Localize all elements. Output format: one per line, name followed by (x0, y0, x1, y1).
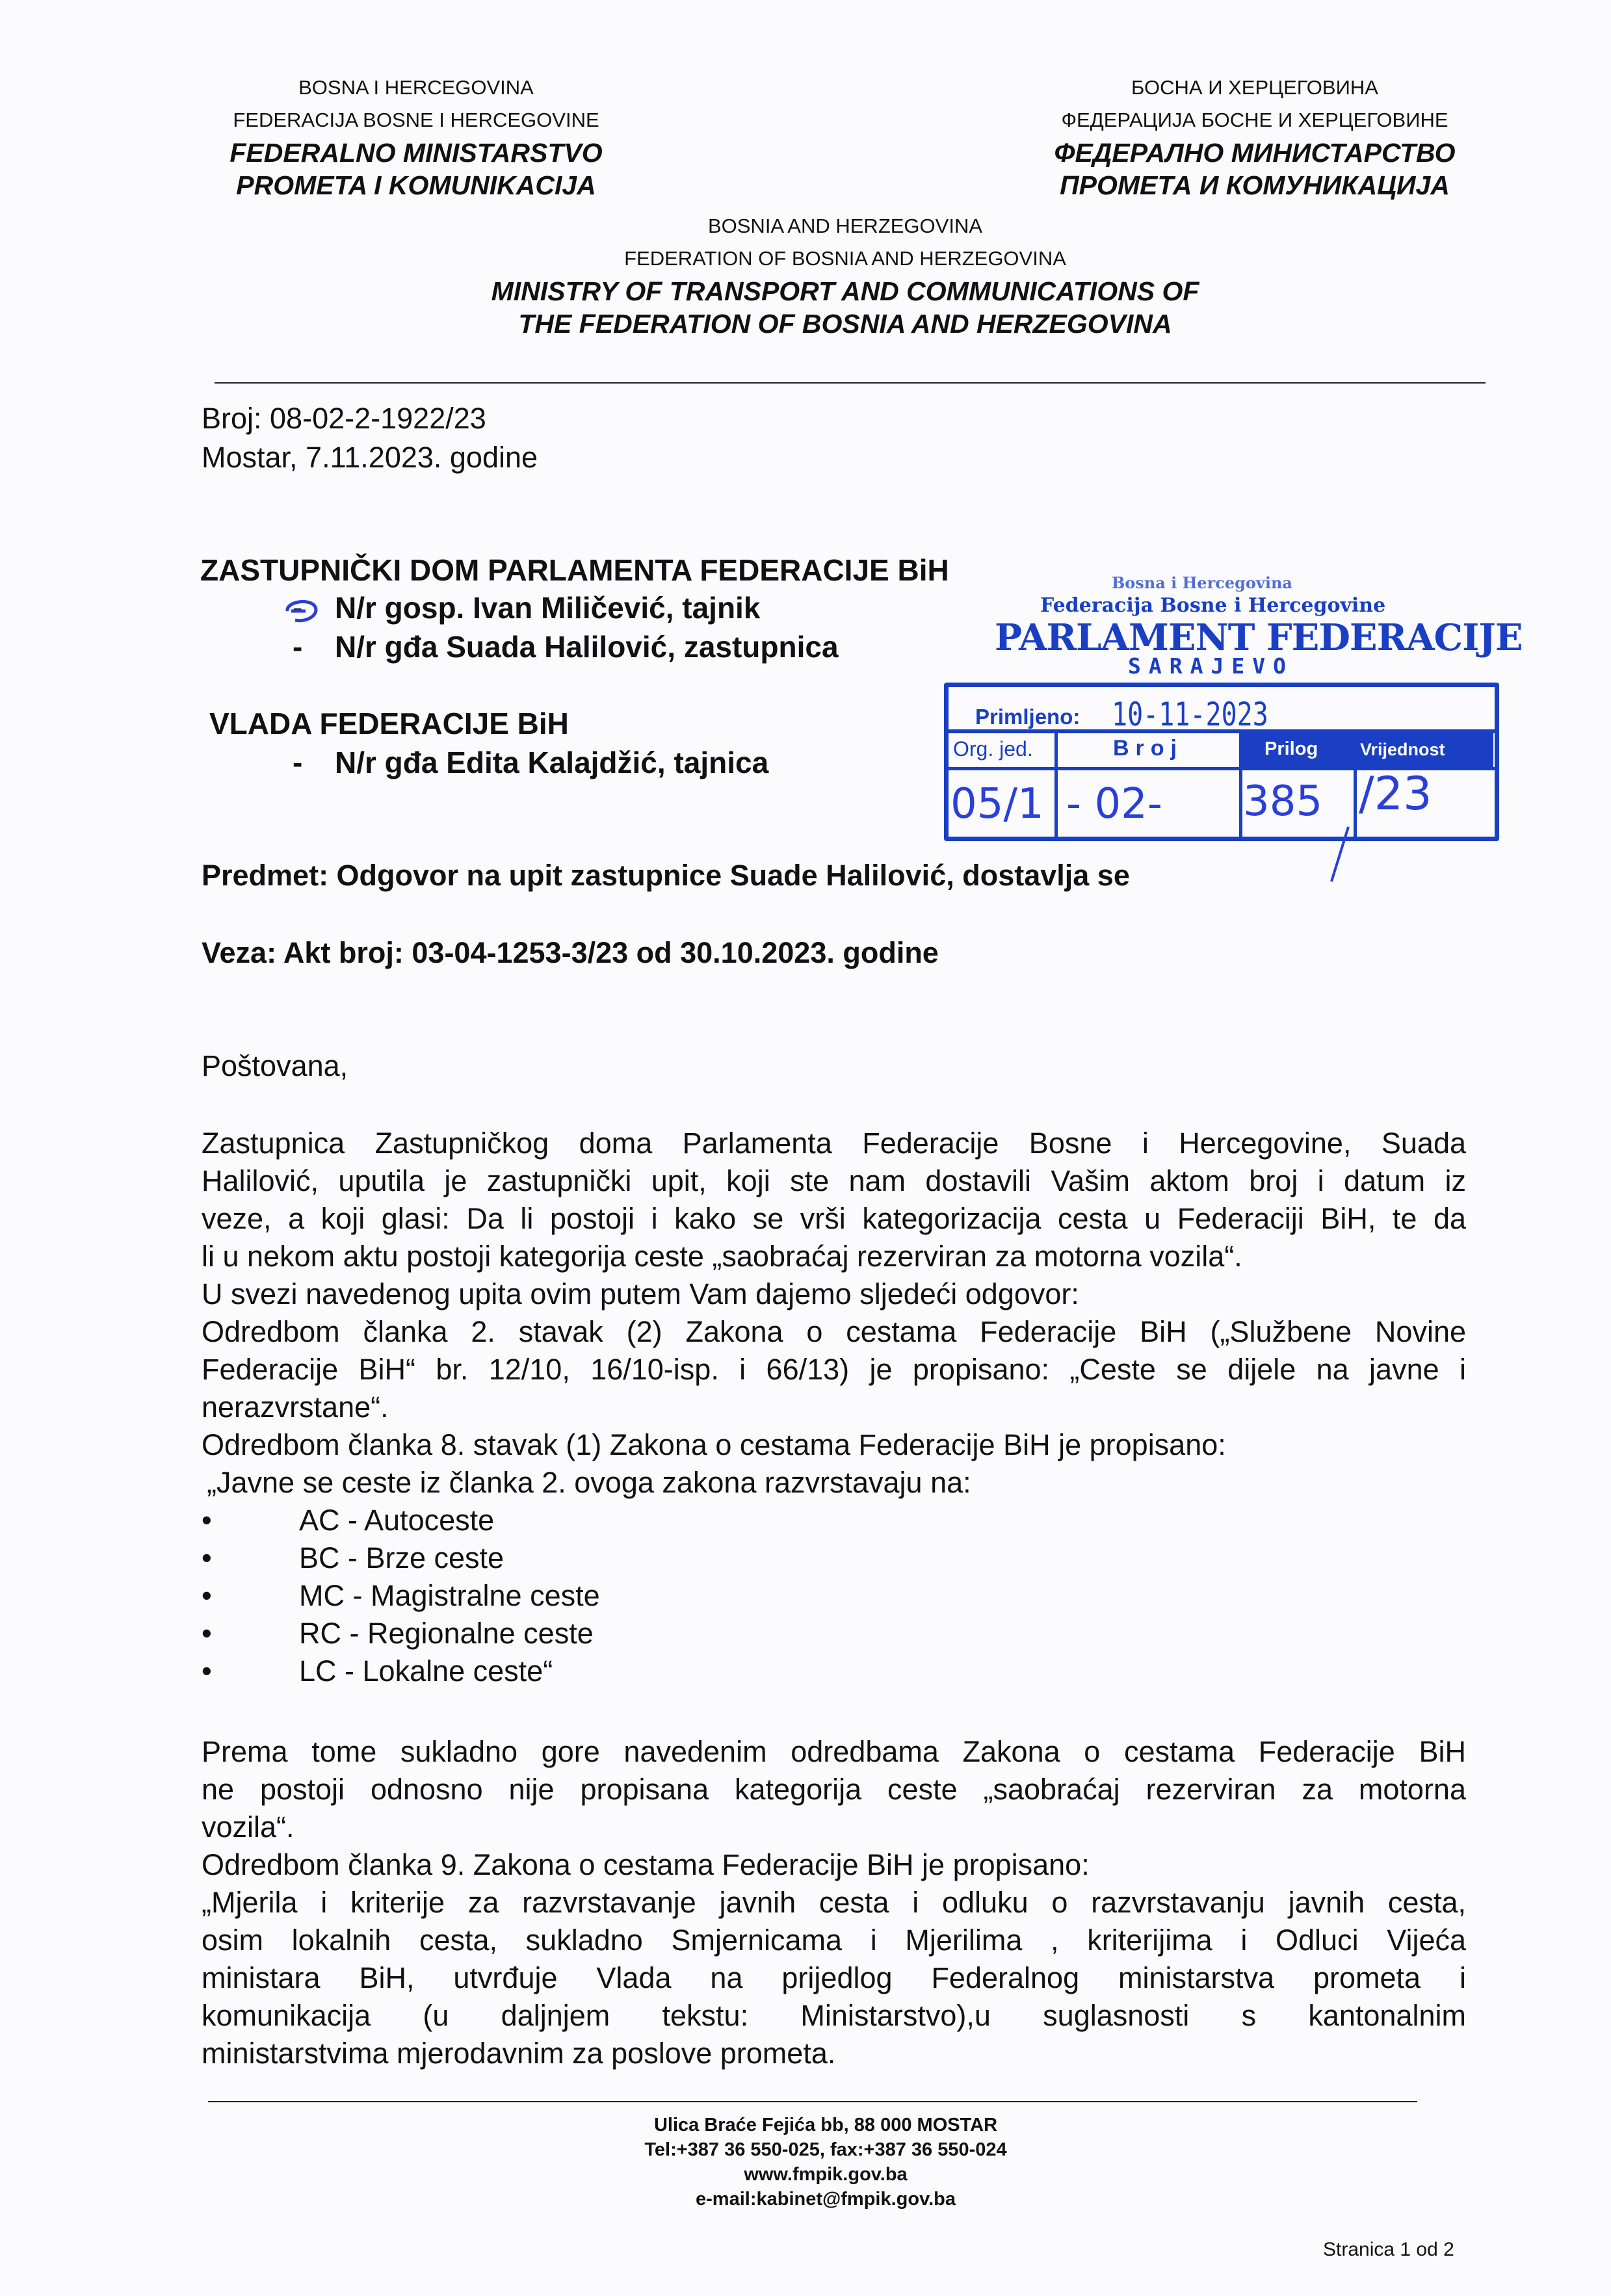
footer-web: www.fmpik.gov.ba (744, 2164, 908, 2185)
body-line: komunikacija (u daljnjem tekstu: Ministarstvo),u suglasnosti s kantonalnim (202, 1999, 1466, 2032)
bullet-icon: • (202, 1504, 212, 1537)
stamp-col-vrijednost: Vrijednost (1360, 740, 1445, 759)
recipient-institution-government: VLADA FEDERACIJE BiH (209, 707, 569, 740)
header-right-federation: ФЕДЕРАЦИЈА БОСНЕ И ХЕРЦЕГОВИНЕ (1061, 109, 1448, 131)
recipient-name: N/r gosp. Ivan Miličević, tajnik (335, 591, 761, 625)
header-english-country: BOSNIA AND HERZEGOVINA (707, 215, 983, 237)
header-left-ministry-sub: PROMETA I KOMUNIKACIJA (236, 170, 596, 200)
bullet-icon: • (202, 1579, 212, 1612)
reference-number: Broj: 08-02-2-1922/23 (202, 402, 486, 435)
header-right (1008, 72, 1502, 202)
body-line: Odredbom članka 8. stavak (1) Zakona o cestama Federacije BiH je propisano: (202, 1428, 1226, 1461)
body-paragraph-1 (202, 1125, 1466, 1502)
recipient-name: N/r gđa Edita Kalajdžić, tajnica (335, 746, 769, 779)
body-line: nerazvrstane“. (202, 1390, 389, 1424)
header-english-ministry-sub: THE FEDERATION OF BOSNIA AND HERZEGOVINA (518, 309, 1172, 339)
salutation: Poštovana, (202, 1049, 348, 1082)
stamp-col-divider (1054, 731, 1058, 838)
recipient-name: N/r gđa Suada Halilović, zastupnica (335, 630, 839, 664)
stamp-hand-broj: - 02- (1066, 780, 1162, 828)
stamp-country: Bosna i Hercegovina (1112, 573, 1292, 592)
body-line: „Javne se ceste iz članka 2. ovoga zakona razvrstavaju na: (207, 1466, 971, 1499)
header-left-federation: FEDERACIJA BOSNE I HERCEGOVINE (233, 109, 599, 131)
body-line: ministarstvima mjerodavnim za poslove prometa. (202, 2037, 836, 2070)
bullet-icon: • (202, 1617, 212, 1650)
footer-contact (507, 2113, 1144, 2211)
body-line: Halilović, uputila je zastupnički upit, koji ste nam dostavili Vašim aktom broj i datum iz (202, 1164, 1466, 1197)
stamp-city: SARAJEVO (1128, 653, 1294, 679)
body-line: vozila“. (202, 1810, 295, 1844)
subject-veza: Veza: Akt broj: 03-04-1253-3/23 od 30.10.2023. godine (202, 936, 939, 969)
header-right-ministry: ФЕДЕРАЛНО МИНИСТАРСТВО (1054, 138, 1456, 168)
reference-place-date: Mostar, 7.11.2023. godine (202, 441, 538, 474)
body-line: osim lokalnih cesta, sukladno Smjernicama i Mjerilima , kriterijima i Odluci Vijeća (202, 1924, 1466, 1957)
recipient-bullet: - (293, 746, 303, 779)
bullet-icon: • (202, 1541, 212, 1574)
body-paragraph-2 (202, 1733, 1466, 2072)
stamp-col-broj: Broj (1113, 736, 1183, 761)
body-line: Odredbom članka 9. Zakona o cestama Federacije BiH je propisano: (202, 1848, 1090, 1881)
stamp-hand-org: 05/1 (950, 780, 1044, 828)
recipient-bullet: - (293, 591, 303, 625)
footer-phone: Tel:+387 36 550-025, fax:+387 36 550-024 (644, 2139, 1007, 2160)
header-left (195, 72, 637, 202)
body-line: Zastupnica Zastupničkog doma Parlamenta Federacije Bosne i Hercegovine, Suada (202, 1127, 1466, 1160)
header-divider (215, 382, 1486, 384)
header-right-ministry-sub: ПРОМЕТА И КОМУНИКАЦИЈА (1060, 170, 1450, 200)
footer-address: Ulica Braće Fejića bb, 88 000 MOSTAR (653, 2115, 998, 2135)
header-right-country: БОСНА И ХЕРЦЕГОВИНА (1131, 76, 1378, 99)
stamp-col-prilog: Prilog (1264, 738, 1318, 759)
header-english-ministry: MINISTRY OF TRANSPORT AND COMMUNICATIONS OF (491, 276, 1199, 306)
body-line: U svezi navedenog upita ovim putem Vam dajemo sljedeći odgovor: (202, 1277, 1079, 1311)
list-item-label: MC - Magistralne ceste (299, 1579, 600, 1612)
body-line: li u nekom aktu postoji kategorija ceste „saobraćaj rezerviran za motorna vozila“. (202, 1240, 1242, 1273)
header-english (390, 210, 1300, 340)
header-left-country: BOSNA I HERCEGOVINA (298, 76, 534, 99)
recipient-person-secretary (293, 589, 760, 627)
body-line: ministara BiH, utvrđuje Vlada na prijedlog Federalnog ministarstva prometa i (202, 1961, 1466, 1994)
body-line: ne postoji odnosno nije propisana kategorija ceste „saobraćaj rezerviran za motorna (202, 1773, 1466, 1806)
stamp-col-org: Org. jed. (953, 737, 1033, 761)
body-line: Prema tome sukladno gore navedenim odredbama Zakona o cestama Federacije BiH (202, 1735, 1466, 1768)
subject-predmet: Predmet: Odgovor na upit zastupnice Suade Halilović, dostavlja se (202, 859, 1130, 892)
header-english-federation: FEDERATION OF BOSNIA AND HERZEGOVINA (624, 247, 1066, 270)
list-item-label: AC - Autoceste (299, 1504, 495, 1537)
handwritten-mark-icon (282, 597, 321, 625)
body-line: veze, a koji glasi: Da li postoji i kako se vrši kategorizacija cesta u Federaciji BiH, te da (202, 1202, 1466, 1235)
body-line: Odredbom članka 2. stavak (2) Zakona o cestama Federacije BiH („Službene Novine (202, 1315, 1466, 1348)
stamp-received-label: Primljeno: (975, 705, 1081, 729)
stamp-received-date: 10-11-2023 (1112, 696, 1268, 733)
bullet-icon: • (202, 1654, 212, 1688)
stamp-parliament: PARLAMENT FEDERACIJE (995, 616, 1523, 659)
handwritten-slash-icon (1326, 826, 1352, 884)
list-item-label: BC - Brze ceste (299, 1541, 504, 1574)
body-line: „Mjerila i kriterije za razvrstavanje javnih cesta i odluku o razvrstavanju javnih cesta, (202, 1886, 1466, 1919)
recipient-person-deputy (293, 628, 839, 666)
recipient-institution-parliament: ZASTUPNIČKI DOM PARLAMENTA FEDERACIJE BiH (200, 553, 949, 587)
list-item-label: LC - Lokalne ceste“ (299, 1654, 553, 1688)
body-line: Federacije BiH“ br. 12/10, 16/10-isp. i 66/13) je propisano: „Ceste se dijele na javne i (202, 1353, 1466, 1386)
stamp-federation: Federacija Bosne i Hercegovine (1040, 594, 1386, 617)
recipient-bullet: - (293, 630, 303, 664)
page-number: Stranica 1 od 2 (1323, 2239, 1454, 2260)
footer-email: e-mail:kabinet@fmpik.gov.ba (696, 2189, 956, 2210)
stamp-hand-prilog: 385 (1243, 777, 1323, 826)
footer-divider (208, 2101, 1417, 2102)
list-item-label: RC - Regionalne ceste (299, 1617, 594, 1650)
recipient-person-government-secretary (293, 744, 768, 781)
header-left-ministry: FEDERALNO MINISTARSTVO (229, 138, 603, 168)
stamp-hand-year: /23 (1359, 767, 1432, 820)
